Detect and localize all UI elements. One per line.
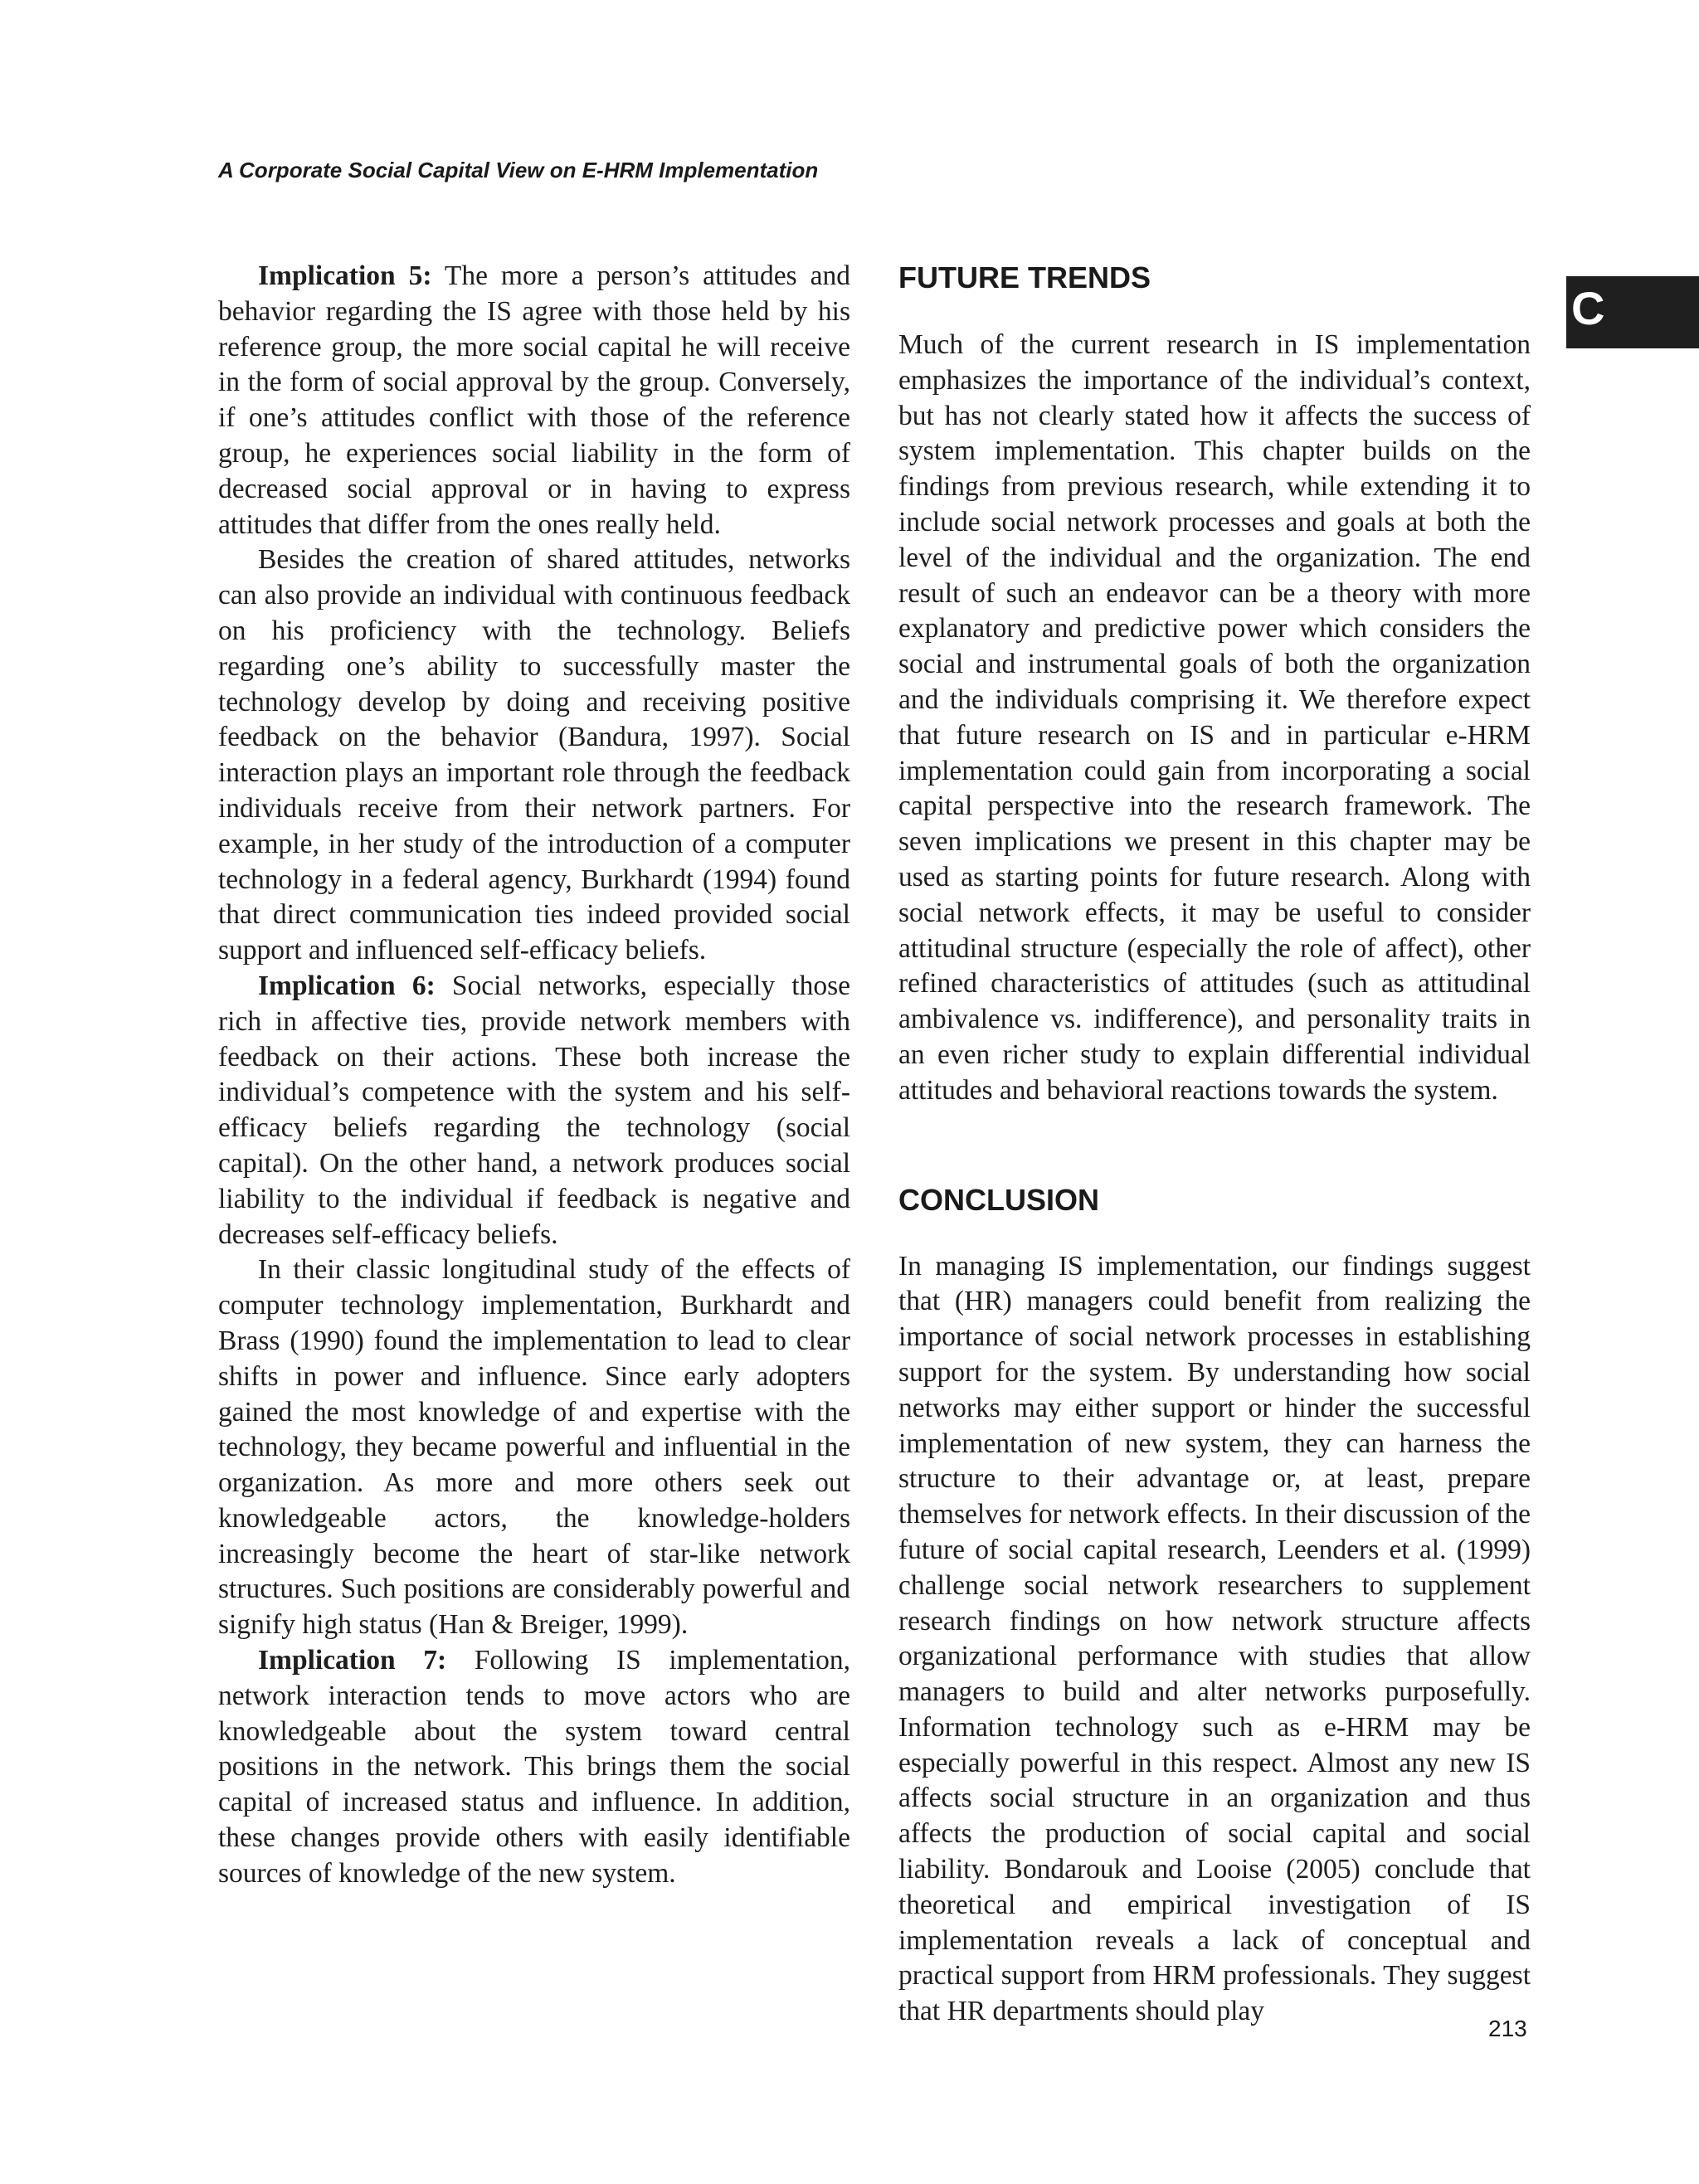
- page-number: 213: [1488, 2016, 1527, 2041]
- paragraph-implication-5: [218, 259, 850, 542]
- paragraph-implication-7: [218, 1643, 850, 1892]
- left-column: [218, 259, 850, 1892]
- future-trends-heading: FUTURE TRENDS: [898, 260, 1151, 294]
- implication-label: Implication 5:: [258, 260, 432, 291]
- running-title: A Corporate Social Capital View on E-HRM Implementation: [218, 158, 819, 182]
- implication-label: Implication 7:: [258, 1645, 447, 1676]
- right-column: [898, 257, 1531, 2030]
- paragraph-text: The more a person’s attitudes and behavior regarding the IS agree with those held by his reference group, the more social capital he will receive in the form of social approval by the group. Conversely, if one’s attitudes conflict with those of the reference group, he experiences social liability in the form of decreased social approval or in having to express attitudes that differ from the ones really held.: [218, 260, 850, 540]
- conclusion-heading: CONCLUSION: [898, 1182, 1099, 1217]
- chapter-tab-marker: C: [1566, 276, 1699, 348]
- paragraph-implication-6: [218, 969, 850, 1253]
- future-trends-paragraph: Much of the current research in IS implementation emphasizes the importance of the individual’s context, but has not clearly stated how it affects the success of system implementation. This chapter builds on the findings from previous research, while extending it to include social network processes and goals at both the level of the individual and the organization. The end result of such an endeavor can be a theory with more explanatory and predictive power which considers the social and instrumental goals of both the organization and the individuals comprising it. We therefore expect that future research on IS and in particular e-HRM implementation could gain from incorporating a social capital perspective into the research framework. The seven implications we present in this chapter may be used as starting points for future research. Along with social network effects, it may be useful to consider attitudinal structure (especially the role of affect), other refined characteristics of attitudes (such as attitudinal ambivalence vs. indifference), and personality traits in an even richer study to explain differential individual attitudes and behavioral reactions towards the system.: [898, 329, 1531, 1106]
- paragraph-text: Following IS implementation, network interaction tends to move actors who are knowledgeable about the system toward central positions in the network. This brings them the social capital of increased status and influence. In addition, these changes provide others with easily identifiable sources of knowledge of the new system.: [218, 1645, 850, 1889]
- paragraph-feedback: Besides the creation of shared attitudes, networks can also provide an individual with continuous feedback on his proficiency with the technology. Beliefs regarding one’s ability to successfully master the technology develop by doing and receiving positive feedback on the behavior (Bandura, 1997). Social interaction plays an important role through the feedback individuals receive from their network partners. For example, in her study of the introduction of a computer technology in a federal agency, Burkhardt (1994) found that direct communication ties indeed provided social support and influenced self-efficacy beliefs.: [218, 544, 850, 966]
- conclusion-paragraph: In managing IS implementation, our findings suggest that (HR) managers could benefit from realizing the importance of social network processes in establishing support for the system. By understanding how social networks may either support or hinder the successful implementation of new system, they can harness the structure to their advantage or, at least, prepare themselves for network effects. In their discussion of the future of social capital research, Leenders et al. (1999) challenge social network researchers to supplement research findings on how network structure affects organizational performance with studies that allow managers to build and alter networks purposefully. Information technology such as e-HRM may be especially powerful in this respect. Almost any new IS affects social structure in an organization and thus affects the production of social capital and social liability. Bondarouk and Looise (2005) conclude that theoretical and empirical investigation of IS implementation reveals a lack of conceptual and practical support from HRM professionals. They suggest that HR departments should play: [898, 1250, 1531, 2027]
- paragraph-text: Social networks, especially those rich in affective ties, provide network members with feedback on their actions. These both increase the individual’s competence with the system and his self-efficacy beliefs regarding the technology (social capital). On the other hand, a network produces social liability to the individual if feedback is negative and decreases self-efficacy beliefs.: [218, 970, 850, 1250]
- implication-label: Implication 6:: [258, 970, 436, 1001]
- paragraph-longitudinal-study: In their classic longitudinal study of the effects of computer technology implementation, Burkhardt and Brass (1990) found the implementation to lead to clear shifts in power and influence. Since early adopters gained the most knowledge of and expertise with the technology, they became powerful and influential in the organization. As more and more others seek out knowledgeable actors, the knowledge-holders increasingly become the heart of star-like network structures. Such positions are considerably powerful and signify high status (Han & Breiger, 1999).: [218, 1254, 850, 1641]
